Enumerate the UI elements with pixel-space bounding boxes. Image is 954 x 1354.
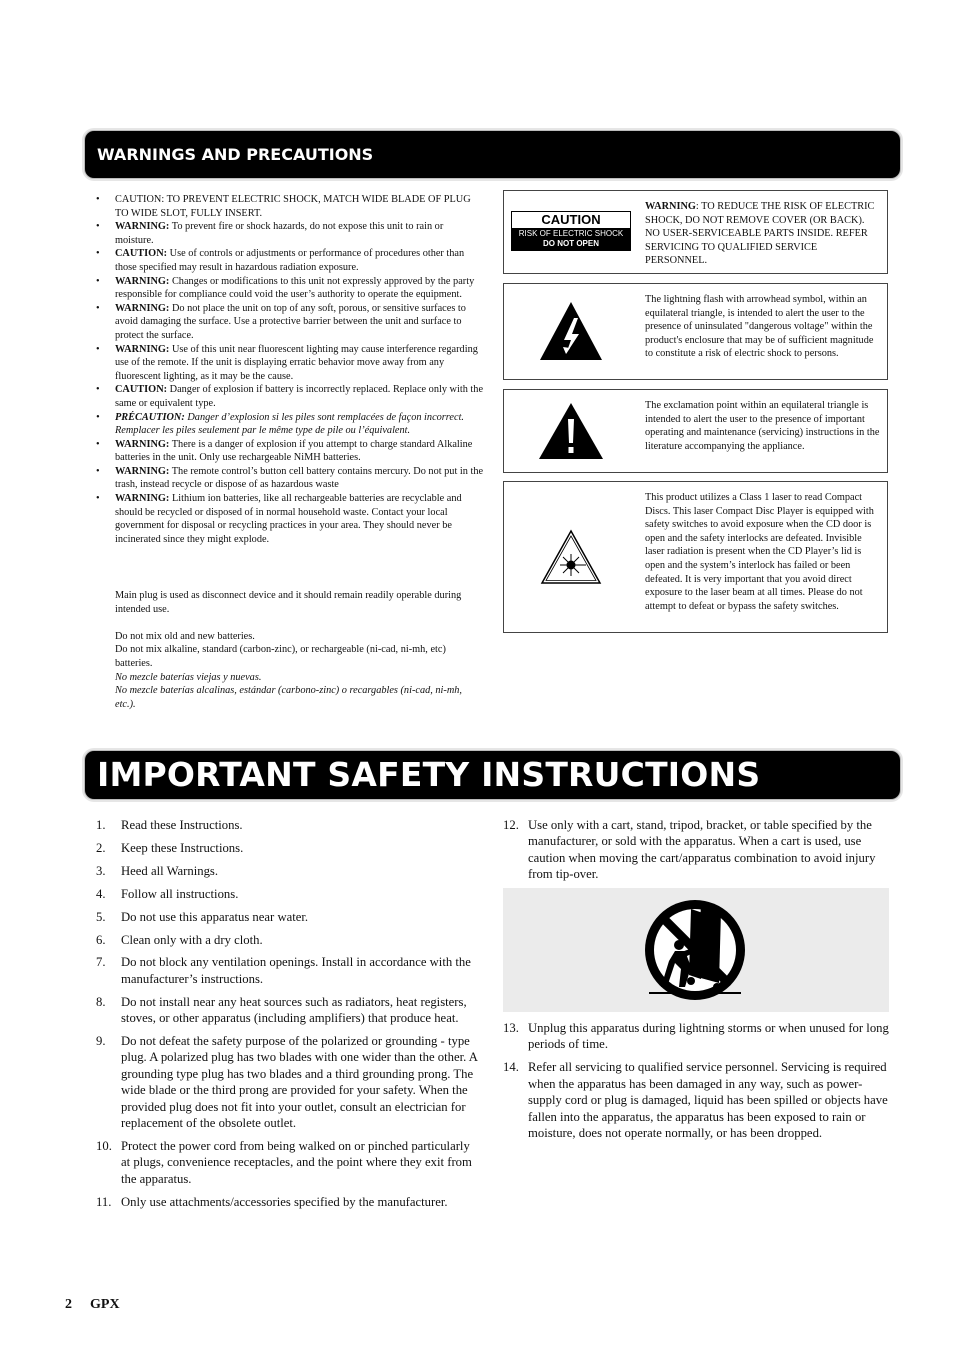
list-item: 14. Refer all servicing to qualified service personnel. Servicing is required when the apparatus has been damaged in any way, such as power-supply cord or plug is damaged, liquid has been spilled or objects have fallen into the apparatus, the apparatus has been exposed to rain or moisture, does not operate normally, or has been dropped. [503, 1060, 888, 1140]
page-footer [65, 1297, 138, 1313]
lightning-triangle-icon [538, 300, 604, 362]
battery-note: Do not mix alkaline, standard (carbon-zinc), or rechargeable (ni-cad, ni-mh, etc) batteries. [115, 644, 446, 669]
exclamation-box [503, 389, 888, 473]
exclamation-triangle-icon [537, 401, 605, 461]
warning-text: WARNING: TO REDUCE THE RISK OF ELECTRIC SHOCK, DO NOT REMOVE COVER (OR BACK). NO USER-SERVICEABLE PARTS INSIDE. REFER SERVICING TO QUALIFIED SERVICE PERSONNEL. [645, 201, 875, 267]
list-item: • WARNING: Lithium ion batteries, like all rechargeable batteries are recyclable and should be recycled or disposed of in normal household waste. Contact your local government for disposal or recycling practices in your area. They should never be incinerated since they might explode. [96, 492, 484, 546]
list-item: 12. Use only with a cart, stand, tripod, bracket, or table specified by the manufacturer, or sold with the apparatus. When a cart is used, use caution when moving the cart/apparatus combination to avoid injury from tip-over. [503, 818, 876, 882]
battery-notes [115, 589, 485, 711]
laser-box [503, 481, 888, 633]
list-item: 3. Heed all Warnings. [96, 863, 219, 878]
battery-note: Do not mix old and new batteries. [115, 630, 255, 642]
plug-note: Main plug is used as disconnect device and it should remain readily operable during intended use. [115, 590, 462, 615]
safety-header: IMPORTANT SAFETY INSTRUCTIONS [85, 751, 900, 799]
safety-list-left [96, 817, 482, 1217]
cart-warning-panel [503, 888, 889, 1012]
safety-list-right [503, 1020, 889, 1148]
caution-label: CAUTION RISK OF ELECTRIC SHOCK DO NOT OPEN [511, 211, 631, 251]
list-item: 11. Only use attachments/accessories specified by the manufacturer. [96, 1194, 448, 1209]
warnings-list [96, 193, 484, 546]
list-item: 4. Follow all instructions. [96, 886, 239, 901]
list-item: 10. Protect the power cord from being walked on or pinched particularly at plugs, convenience receptacles, and the point where they exit from the apparatus. [96, 1139, 472, 1186]
list-item: 8. Do not install near any heat sources such as radiators, heat registers, stoves, or other apparatus (including amplifiers) that produce heat. [96, 994, 467, 1026]
warnings-header: WARNINGS AND PRECAUTIONS [85, 131, 900, 178]
laser-warning-icon [540, 529, 602, 585]
battery-note-es: No mezcle baterías alcalinas, estándar (carbono-zinc) o recargables (ni-cad, ni-mh, etc.). [115, 685, 462, 710]
list-item: • CAUTION: Use of controls or adjustments or performance of procedures other than those specified may result in hazardous radiation exposure. [96, 247, 484, 274]
list-item: 9. Do not defeat the safety purpose of the polarized or grounding - type plug. A polarized plug has two blades with one wider than the other. A grounding type plug has two blades and a third grounding prong. The wide blade or the third prong are provided for your safety. When the provided plug does not fit into your outlet, consult an electrician for replacement of the obsolete outlet. [96, 1034, 478, 1131]
safety-item-12 [503, 817, 889, 889]
list-item: 5. Do not use this apparatus near water. [96, 909, 309, 924]
caution-box [503, 190, 888, 274]
list-item: 2. Keep these Instructions. [96, 840, 244, 855]
brand-name: GPX [90, 1297, 120, 1312]
list-item: 13. Unplug this apparatus during lightning storms or when unused for long periods of time. [503, 1021, 889, 1052]
exclamation-text: The exclamation point within an equilateral triangle is intended to alert the user to the presence of important operating and maintenance (servicing) instructions in the literature accompanying the appliance. [645, 400, 880, 452]
list-item: • WARNING: Changes or modifications to this unit not expressly approved by the party responsible for compliance could void the user’s authority to operate the equipment. [96, 275, 484, 302]
lightning-box [503, 283, 888, 380]
list-item: 1. Read these Instructions. [96, 818, 243, 832]
page-number: 2 [65, 1297, 72, 1312]
list-item: • CAUTION: TO PREVENT ELECTRIC SHOCK, MATCH WIDE BLADE OF PLUG TO WIDE SLOT, FULLY INSERT. [96, 193, 484, 220]
list-item: • WARNING: The remote control’s button cell battery contains mercury. Do not put in the trash, instead recycle or dispose of as hazardous waste [96, 465, 484, 492]
battery-note-es: No mezcle baterías viejas y nuevas. [115, 671, 262, 683]
lightning-text: The lightning flash with arrowhead symbol, within an equilateral triangle, is intended to alert the user to the presence of uninsulated "dangerous voltage" within the product's enclosure that may be of sufficient magnitude to constitute a risk of electric shock to persons. [645, 294, 874, 360]
list-item: • PRÉCAUTION: Danger d’explosion si les piles sont remplacées de façon incorrect. Remplacer les piles seulement par le même type de pile ou l’équivalent. [96, 411, 484, 438]
list-item: • WARNING: Use of this unit near fluorescent lighting may cause interference regarding use of the remote. If the unit is displaying erratic behavior move away from any fluorescent lighting, as it may be the cause. [96, 343, 484, 384]
list-item: • WARNING: To prevent fire or shock hazards, do not expose this unit to rain or moisture. [96, 220, 484, 247]
list-item: • WARNING: Do not place the unit on top of any soft, porous, or sensitive surfaces to avoid damaging the surface. Use a protective barrier between the unit and surface to protect the surface. [96, 302, 484, 343]
list-item: • WARNING: There is a danger of explosion if you attempt to charge standard Alkaline batteries in the unit. Only use rechargeable NiMH batteries. [96, 438, 484, 465]
list-item: 7. Do not block any ventilation openings. Install in accordance with the manufacturer’s instructions. [96, 955, 471, 986]
laser-text: This product utilizes a Class 1 laser to read Compact Discs. This laser Compact Disc Player is equipped with safety switches to avoid exposure when the CD door is open and the safety interlocks are defeated. Invisible laser radiation is present when the CD Player’s lid is open and the system’s interlock has failed or been defeated. It is very important that you avoid direct exposure to the laser beam at all times. Please do not attempt to defeat or bypass the safety switches. [645, 492, 874, 612]
cart-tipover-icon [639, 895, 751, 1001]
list-item: 6. Clean only with a dry cloth. [96, 932, 263, 947]
list-item: • CAUTION: Danger of explosion if battery is incorrectly replaced. Replace only with the same or equivalent type. [96, 383, 484, 410]
